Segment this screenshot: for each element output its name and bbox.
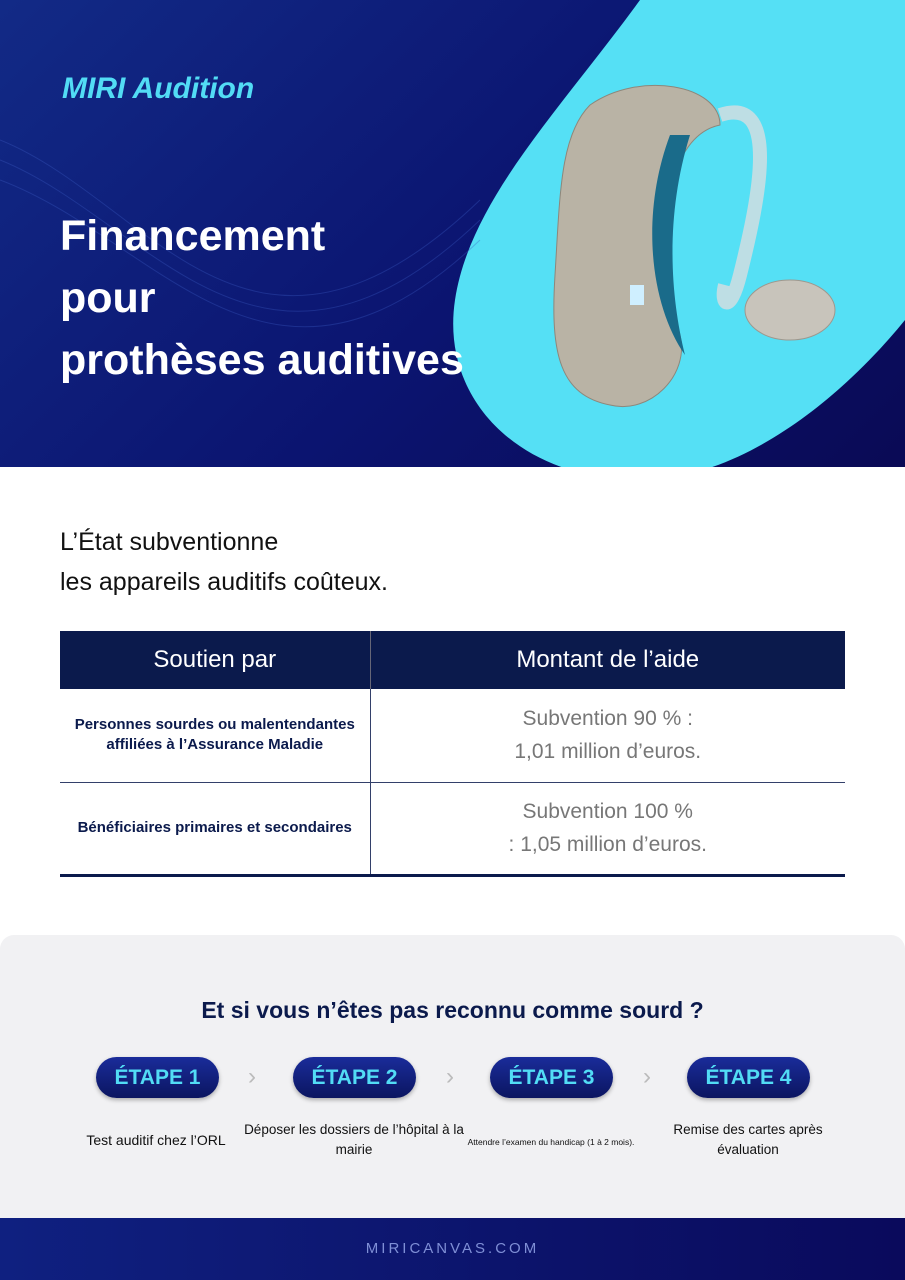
support-cell: Bénéficiaires primaires et secondaires [60,782,370,875]
title-line: pour [60,274,156,322]
table-row [60,689,845,782]
chevron-right-icon: › [248,1063,256,1090]
step-2-badge: ÉTAPE 2 [293,1057,416,1098]
page-title [60,205,464,391]
step-1-description: Test auditif chez l’ORL [86,1132,226,1148]
hero-banner [0,0,905,467]
table-row [60,782,845,875]
intro-line: L’État subventionne [60,528,279,556]
step-3-description: Attendre l’examen du handicap (1 à 2 mois). [467,1137,635,1147]
footer-website[interactable]: MIRICANVAS.COM [365,1240,540,1257]
step-2-description: Déposer les dossiers de l’hôpital à la mairie [244,1122,464,1157]
title-line: Financement [60,212,326,260]
table-header-row [60,631,845,689]
brand-name: MIRI Audition [62,72,255,105]
subsidy-table [60,631,845,877]
support-cell: Personnes sourdes ou malentendantes affiliées à l’Assurance Maladie [60,689,370,782]
steps-question: Et si vous n’êtes pas reconnu comme sourd ? [201,997,704,1023]
amount-cell [370,689,845,782]
step-3-badge: ÉTAPE 3 [490,1057,613,1098]
column-header: Montant de l’aide [370,631,845,689]
chevron-right-icon: › [643,1063,651,1090]
chevron-right-icon: › [446,1063,454,1090]
title-line: prothèses auditives [60,336,464,384]
step-1-badge: ÉTAPE 1 [96,1057,219,1098]
step-4-description: Remise des cartes après évaluation [673,1122,823,1157]
amount-line: : 1,05 million d’euros. [508,833,707,856]
amount-line: 1,01 million d’euros. [514,740,702,764]
intro-text [60,522,388,602]
hearing-aid-image [520,75,850,415]
amount-cell [370,782,845,875]
amount-line: Subvention 90 % : [522,707,693,731]
step-4-badge: ÉTAPE 4 [687,1057,810,1098]
amount-line: Subvention 100 % [522,800,693,823]
column-header: Soutien par [60,631,370,689]
footer [0,1218,905,1280]
intro-line: les appareils auditifs coûteux. [60,568,388,596]
